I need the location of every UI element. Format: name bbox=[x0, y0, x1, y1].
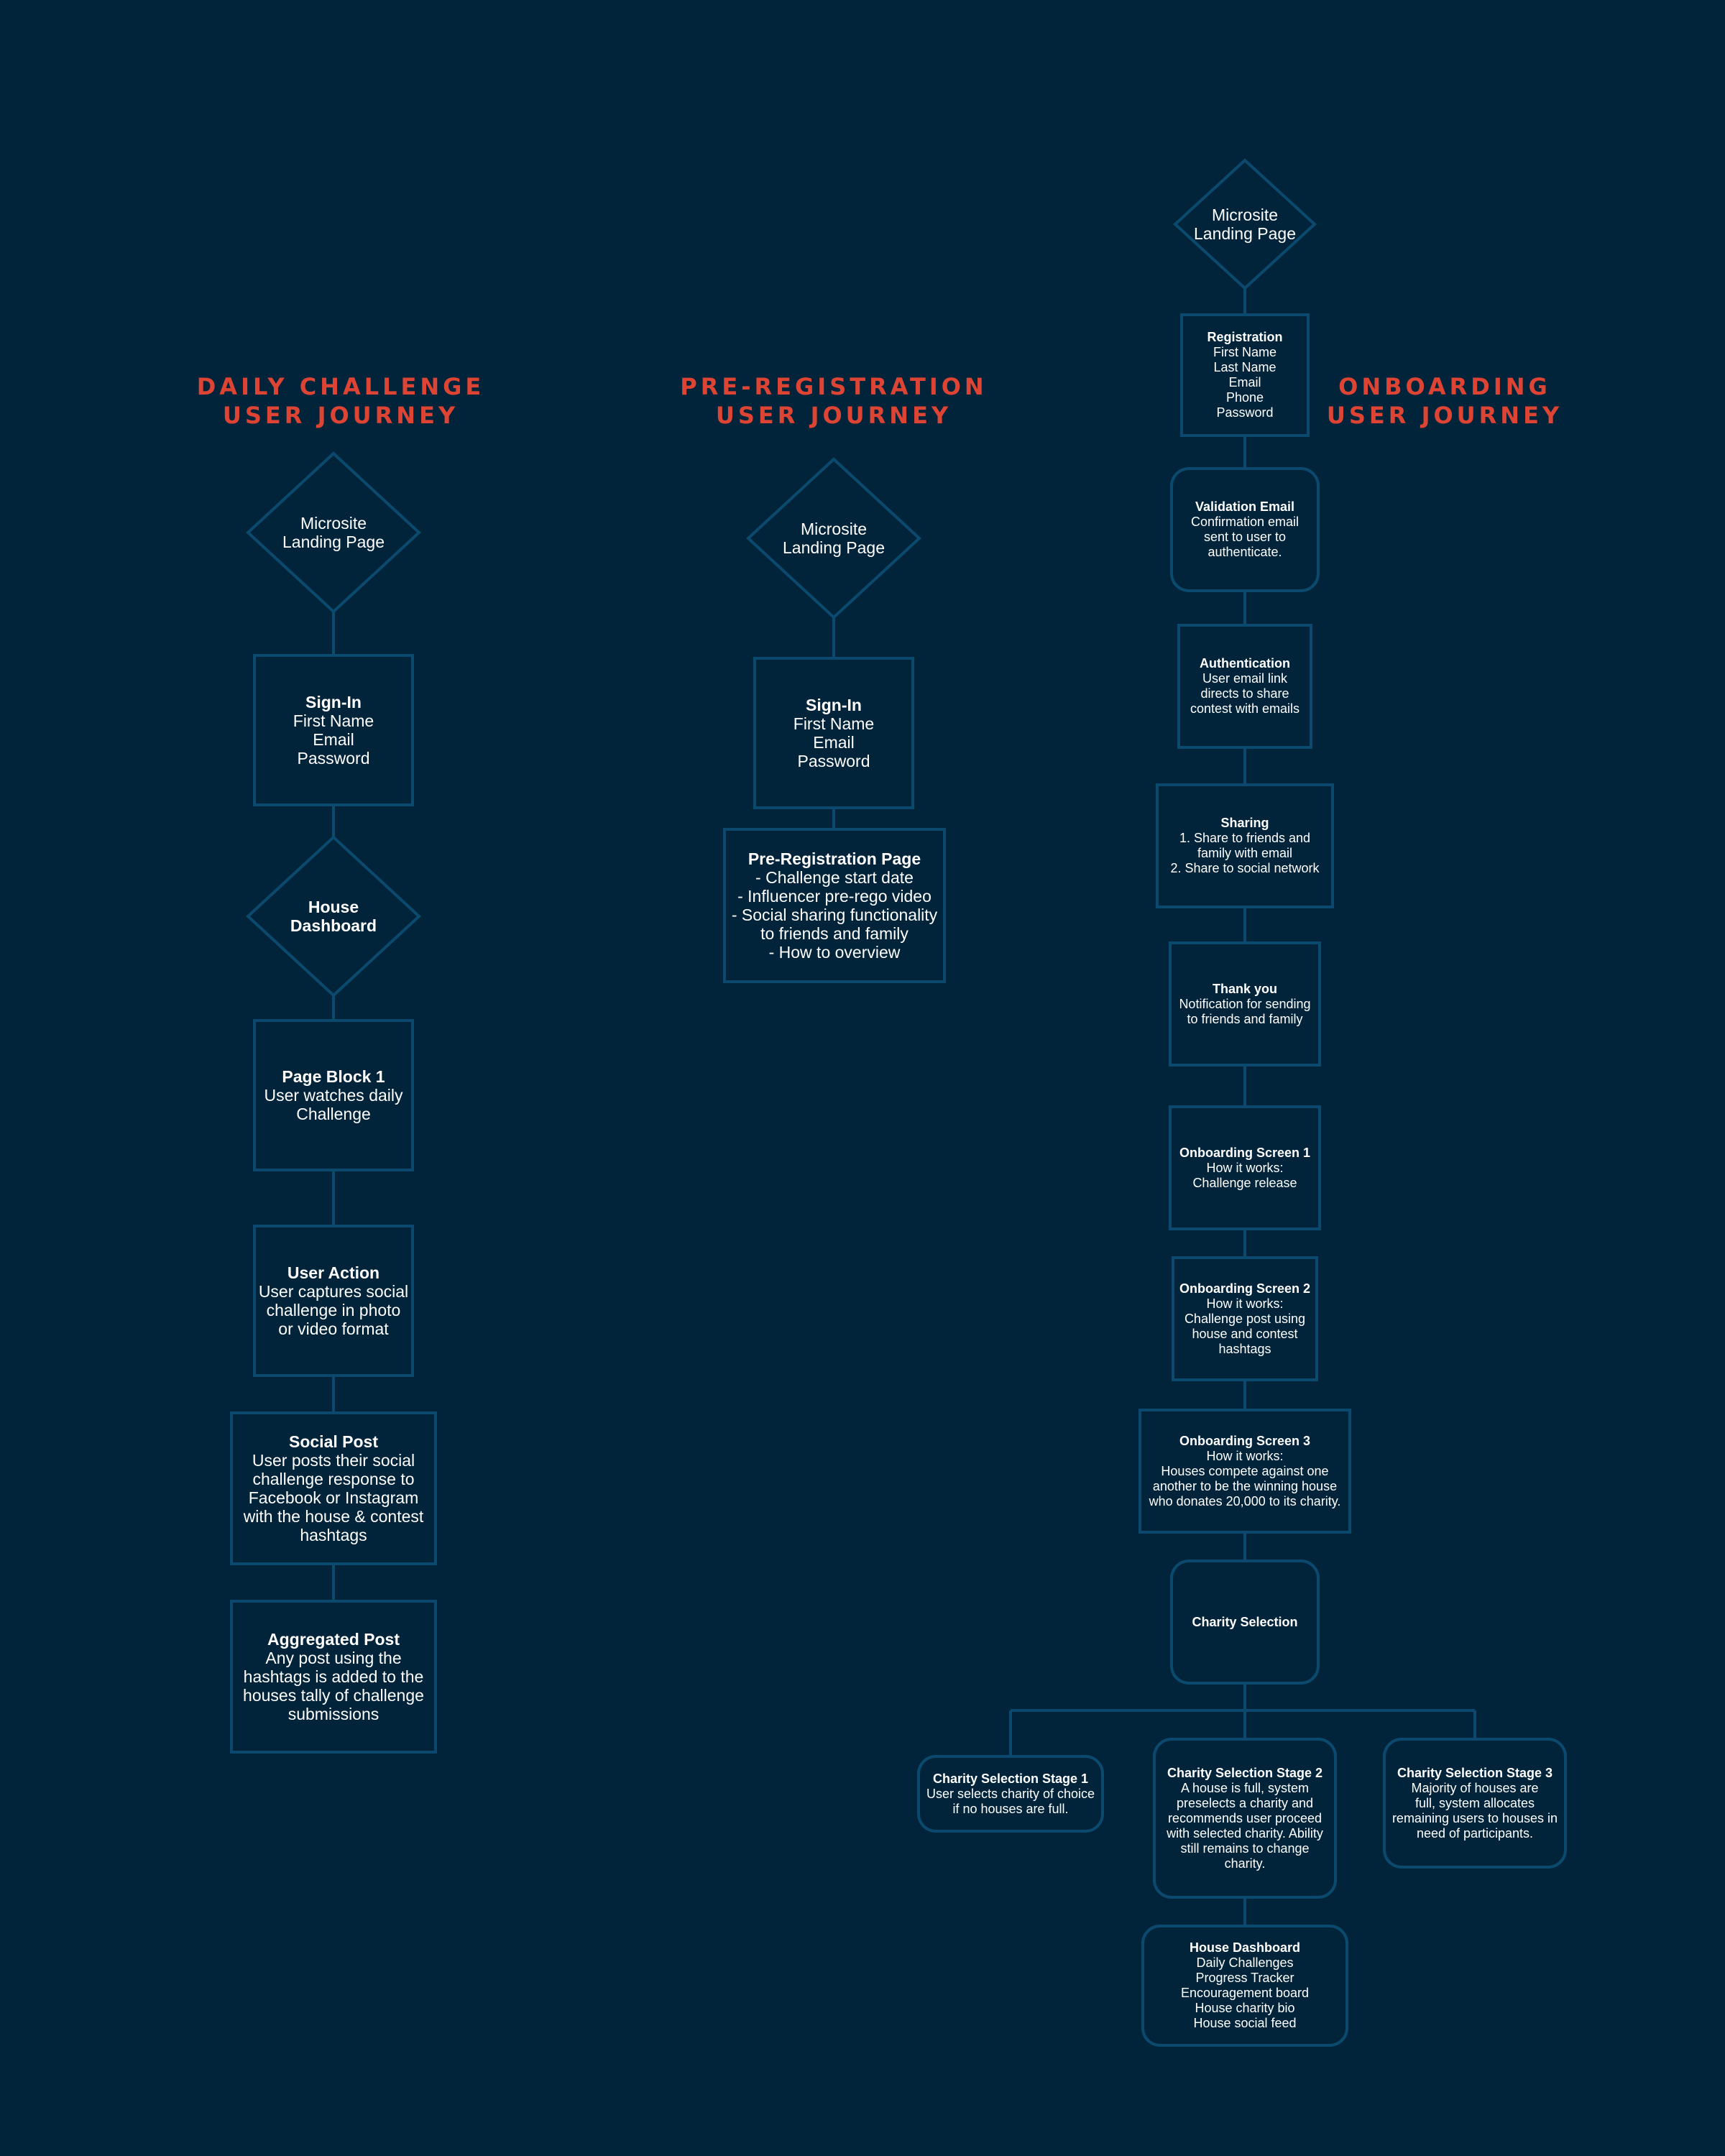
node-label: Landing Page bbox=[783, 538, 885, 557]
node-line: hashtags bbox=[1218, 1341, 1271, 1356]
daily-social-post-box bbox=[230, 1411, 437, 1565]
node-line: 2. Share to social network bbox=[1170, 861, 1320, 875]
node-line: remaining users to houses in bbox=[1392, 1810, 1558, 1825]
node-line: How it works: bbox=[1206, 1448, 1284, 1463]
prereg-sign-in-box bbox=[753, 657, 914, 809]
heading-line: ONBOARDING bbox=[1338, 373, 1551, 400]
node-title: Page Block 1 bbox=[282, 1067, 385, 1086]
daily-page-block-box bbox=[253, 1019, 414, 1171]
node-title: Charity Selection Stage 1 bbox=[932, 1771, 1089, 1786]
node-line: Houses compete against one bbox=[1161, 1463, 1329, 1478]
node-line: authenticate. bbox=[1208, 545, 1282, 559]
node-label: Microsite bbox=[300, 514, 367, 533]
node-title: Thank you bbox=[1212, 981, 1277, 996]
node-line: - Challenge start date bbox=[755, 868, 914, 887]
heading-line: USER JOURNEY bbox=[1326, 402, 1563, 429]
prereg-page-box bbox=[723, 828, 946, 983]
daily-aggregated-post-box bbox=[230, 1600, 437, 1754]
validation-email-box bbox=[1170, 467, 1320, 592]
node-line: need of participants. bbox=[1416, 1825, 1534, 1841]
node-line: House social feed bbox=[1193, 2016, 1297, 2030]
node-line: First Name bbox=[1213, 345, 1276, 359]
node-title: Charity Selection bbox=[1192, 1614, 1298, 1629]
node-line: User selects charity of choice bbox=[926, 1786, 1095, 1801]
node-line: or video format bbox=[278, 1319, 389, 1338]
node-line: Daily Challenges bbox=[1196, 1955, 1294, 1970]
registration-box bbox=[1180, 313, 1310, 437]
node-line: Facebook or Instagram bbox=[248, 1488, 419, 1507]
node-line: Phone bbox=[1225, 390, 1264, 405]
node-line: Email bbox=[313, 730, 354, 749]
prereg-landing-page-diamond bbox=[746, 457, 921, 619]
node-line: submissions bbox=[288, 1705, 380, 1723]
node-line: - Influencer pre-rego video bbox=[737, 887, 932, 906]
node-line: Encouragement board bbox=[1180, 1986, 1310, 2000]
node-title: Authentication bbox=[1200, 656, 1290, 671]
authentication-box bbox=[1177, 624, 1312, 749]
daily-user-action-box bbox=[253, 1225, 414, 1377]
node-line: family with email bbox=[1197, 846, 1293, 860]
node-title: Charity Selection Stage 2 bbox=[1167, 1765, 1323, 1780]
heading-line: DAILY CHALLENGE bbox=[196, 373, 485, 400]
node-title: Validation Email bbox=[1195, 499, 1295, 514]
node-line: to friends and family bbox=[760, 924, 908, 943]
node-line: directs to share bbox=[1200, 686, 1289, 701]
heading-line: USER JOURNEY bbox=[715, 402, 952, 429]
node-line: House charity bio bbox=[1195, 2001, 1295, 2015]
heading-line: USER JOURNEY bbox=[222, 402, 459, 429]
node-title: Onboarding Screen 3 bbox=[1179, 1433, 1311, 1448]
node-line: charity. bbox=[1224, 1856, 1266, 1871]
node-line: User posts their social bbox=[252, 1451, 415, 1470]
node-title: Sign-In bbox=[305, 693, 362, 711]
node-label: Dashboard bbox=[290, 916, 377, 935]
node-line: Password bbox=[1216, 405, 1274, 420]
node-line: 1. Share to friends and bbox=[1179, 831, 1311, 845]
sharing-box bbox=[1156, 783, 1334, 908]
node-line: recommends user proceed bbox=[1167, 1810, 1322, 1825]
node-title: Sign-In bbox=[806, 696, 862, 714]
node-line: A house is full, system bbox=[1180, 1780, 1310, 1795]
heading-line: PRE-REGISTRATION bbox=[680, 373, 988, 400]
node-line: if no houses are full. bbox=[952, 1801, 1069, 1816]
node-line: contest with emails bbox=[1190, 701, 1300, 716]
node-title: Pre-Registration Page bbox=[748, 849, 921, 868]
node-line: - How to overview bbox=[768, 943, 901, 962]
node-label: Landing Page bbox=[1194, 224, 1296, 243]
node-line: Email bbox=[1228, 375, 1261, 390]
node-line: Notification for sending bbox=[1179, 996, 1311, 1011]
node-title: Sharing bbox=[1220, 816, 1269, 830]
onboarding-heading bbox=[1315, 372, 1574, 430]
daily-challenge-heading bbox=[168, 372, 513, 430]
node-line: houses tally of challenge bbox=[243, 1686, 424, 1705]
node-line: sent to user to bbox=[1203, 530, 1287, 544]
node-line: challenge response to bbox=[252, 1470, 415, 1488]
node-title: Aggregated Post bbox=[267, 1630, 400, 1649]
node-line: Progress Tracker bbox=[1195, 1971, 1294, 1985]
daily-house-dashboard-diamond bbox=[246, 835, 421, 998]
node-title: Charity Selection Stage 3 bbox=[1397, 1765, 1553, 1780]
node-line: - Social sharing functionality bbox=[731, 906, 938, 924]
node-title: Social Post bbox=[289, 1432, 378, 1451]
node-line: User watches daily bbox=[264, 1086, 403, 1105]
node-label: Microsite bbox=[1211, 206, 1278, 224]
node-line: Majority of houses are bbox=[1411, 1780, 1539, 1795]
charity-selection-stage-3-box bbox=[1383, 1738, 1567, 1869]
node-label: Landing Page bbox=[282, 533, 385, 551]
thank-you-box bbox=[1169, 941, 1321, 1067]
daily-landing-page-diamond bbox=[246, 451, 421, 614]
node-line: Challenge release bbox=[1192, 1175, 1297, 1190]
node-label: Microsite bbox=[800, 520, 867, 538]
node-line: How it works: bbox=[1206, 1296, 1284, 1311]
onboarding-screen-3-box bbox=[1138, 1409, 1351, 1534]
node-line: who donates 20,000 to its charity. bbox=[1149, 1493, 1341, 1508]
node-title: House Dashboard bbox=[1189, 1940, 1301, 1955]
node-title: User Action bbox=[287, 1263, 380, 1282]
node-line: preselects a charity and bbox=[1176, 1795, 1314, 1810]
charity-selection-stage-2-box bbox=[1153, 1738, 1337, 1899]
onboarding-screen-1-box bbox=[1169, 1105, 1321, 1230]
daily-sign-in-box bbox=[253, 654, 414, 806]
node-line: full, system allocates bbox=[1414, 1795, 1535, 1810]
charity-selection-stage-1-box bbox=[917, 1755, 1104, 1833]
node-line: Confirmation email bbox=[1190, 515, 1300, 529]
node-line: hashtags is added to the bbox=[243, 1667, 424, 1686]
node-line: hashtags bbox=[300, 1526, 367, 1544]
node-line: Any post using the bbox=[265, 1649, 402, 1667]
node-line: with the house & contest bbox=[243, 1507, 424, 1526]
node-line: Password bbox=[797, 752, 870, 770]
node-label: House bbox=[308, 898, 359, 916]
node-line: still remains to change bbox=[1180, 1841, 1310, 1856]
node-line: to friends and family bbox=[1187, 1011, 1303, 1026]
node-line: First Name bbox=[793, 714, 875, 733]
node-line: Last Name bbox=[1213, 360, 1276, 374]
node-line: with selected charity. Ability bbox=[1167, 1825, 1323, 1841]
onboarding-landing-page-diamond bbox=[1173, 158, 1317, 290]
node-line: challenge in photo bbox=[266, 1301, 401, 1319]
node-title: Registration bbox=[1207, 330, 1283, 344]
node-line: Password bbox=[297, 749, 370, 768]
node-line: How it works: bbox=[1206, 1160, 1284, 1175]
node-line: another to be the winning house bbox=[1152, 1478, 1338, 1493]
node-line: User email link bbox=[1202, 671, 1288, 686]
charity-selection-box bbox=[1170, 1560, 1320, 1685]
node-title: Onboarding Screen 2 bbox=[1179, 1281, 1311, 1296]
node-line: Challenge post using bbox=[1184, 1311, 1306, 1326]
node-line: First Name bbox=[293, 711, 374, 730]
node-line: house and contest bbox=[1192, 1326, 1298, 1341]
node-title: Onboarding Screen 1 bbox=[1179, 1145, 1311, 1160]
node-line: User captures social bbox=[258, 1282, 409, 1301]
node-line: Email bbox=[813, 733, 855, 752]
onboarding-house-dashboard-box bbox=[1141, 1925, 1348, 2047]
onboarding-screen-2-box bbox=[1172, 1256, 1318, 1381]
pre-registration-heading bbox=[647, 372, 1021, 430]
node-line: Challenge bbox=[296, 1105, 371, 1123]
